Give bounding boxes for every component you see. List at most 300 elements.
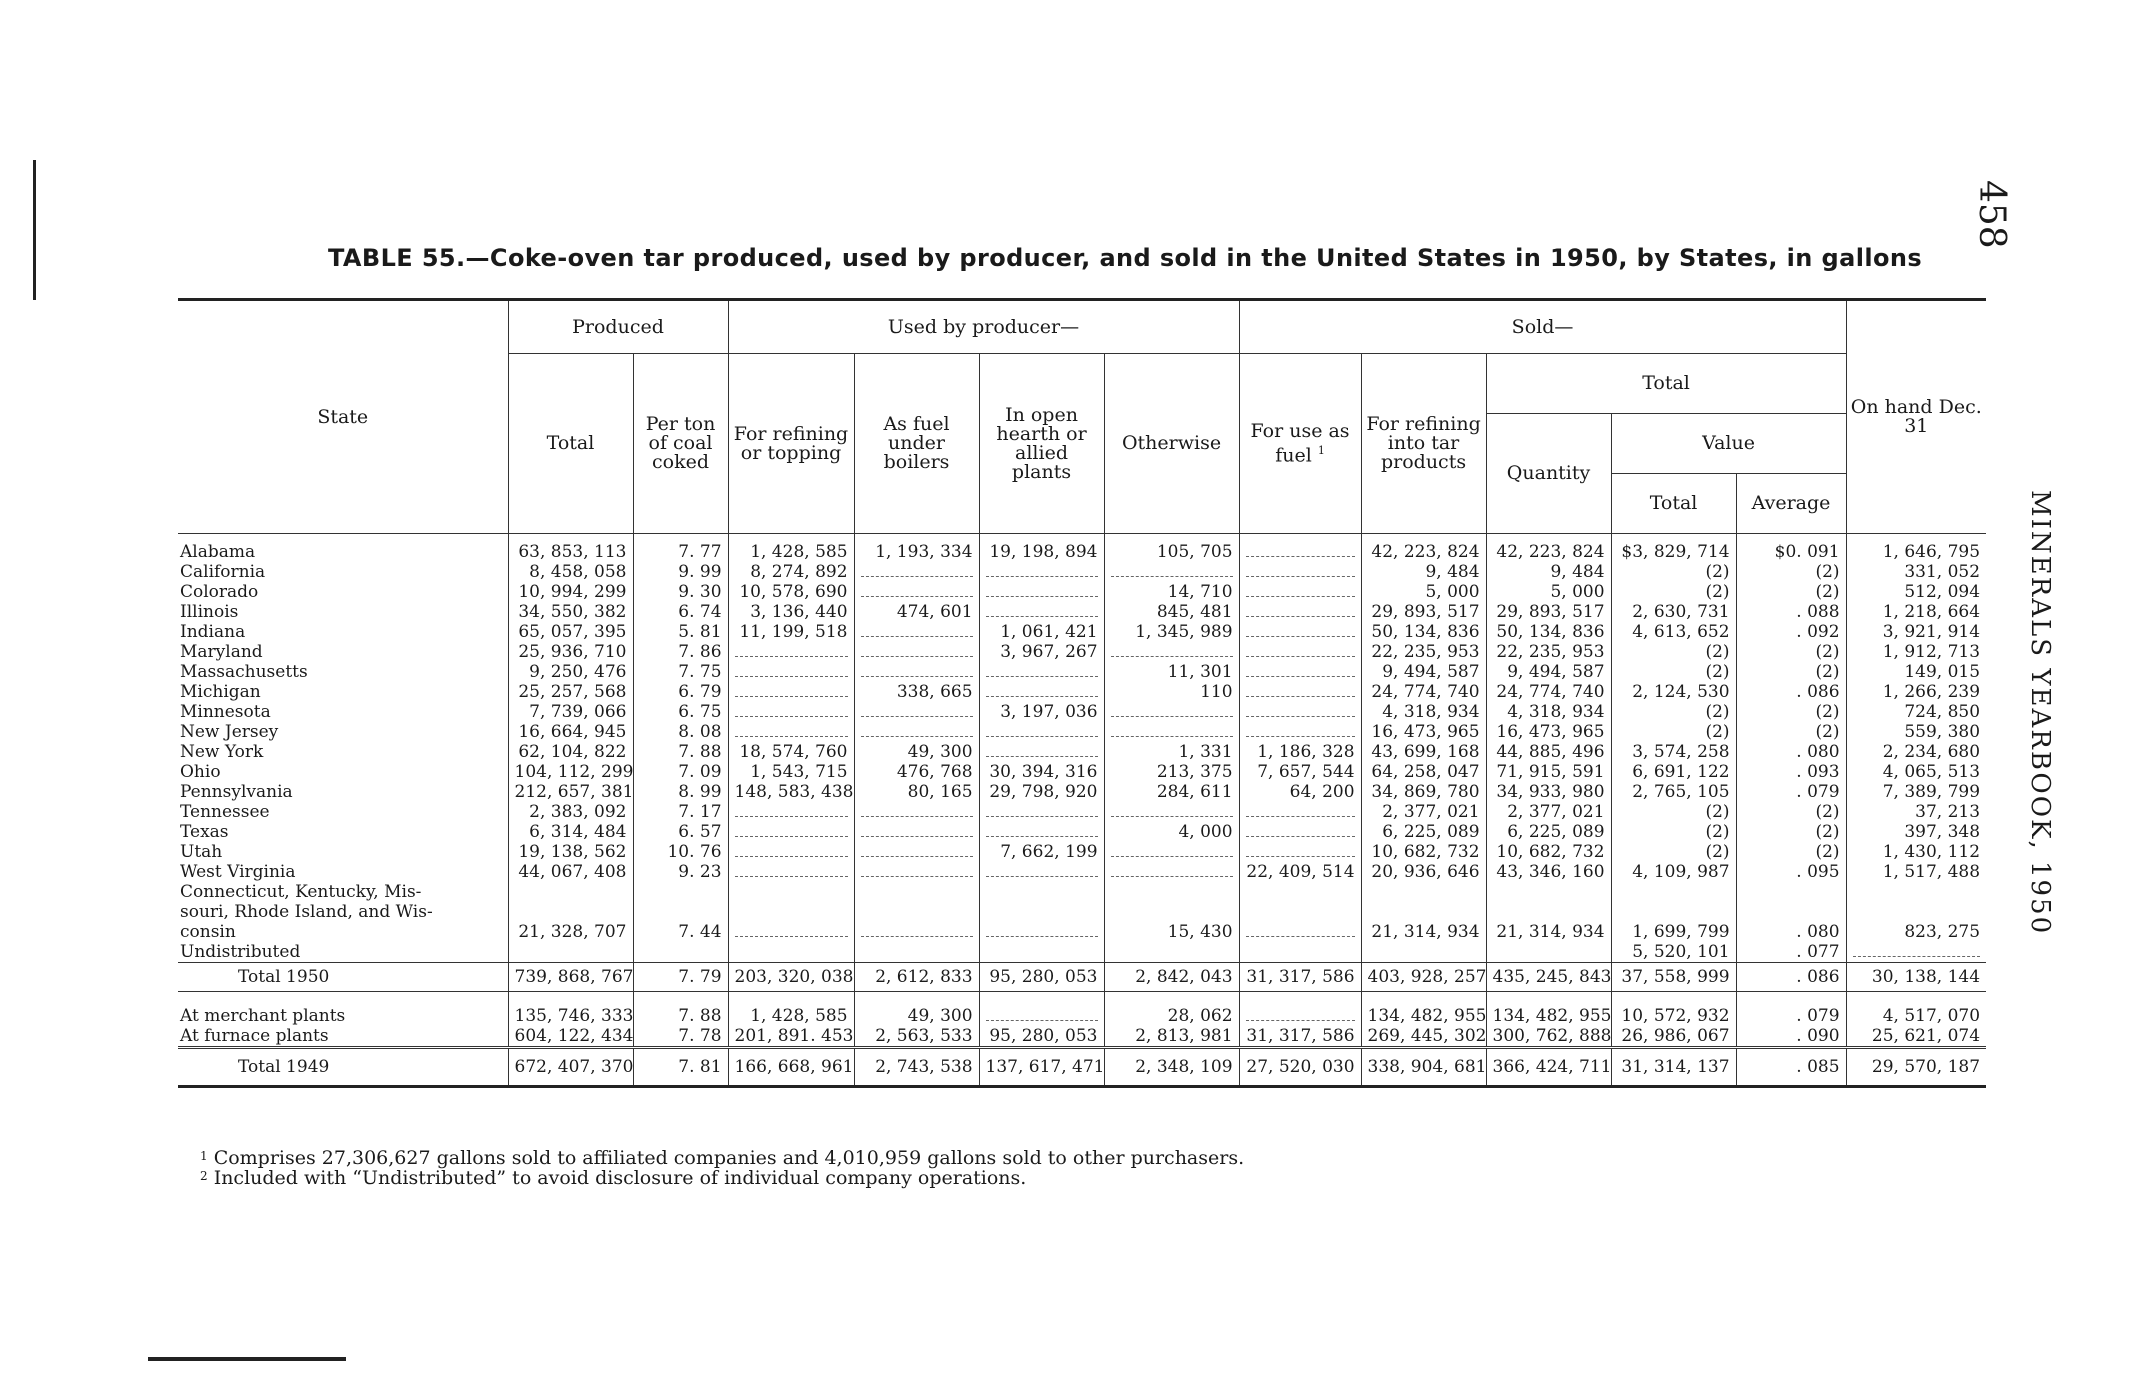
cell-on-hand: 25, 621, 074 (1846, 1026, 1986, 1048)
spacer-cell (979, 992, 1104, 1007)
cell-open-hearth: 137, 617, 471 (979, 1048, 1104, 1087)
cell-refining: 10, 578, 690 (728, 582, 854, 602)
cell-sold-refining: 16, 473, 965 (1361, 722, 1486, 742)
leader-dashes (1246, 565, 1355, 577)
cell-value-avg: (2) (1736, 562, 1846, 582)
cell-sold-fuel (1239, 902, 1361, 922)
cell-otherwise: 14, 710 (1104, 582, 1239, 602)
cell-per-ton: 10. 76 (633, 842, 728, 862)
cell-per-ton: 7. 17 (633, 802, 728, 822)
cell-on-hand: 29, 570, 187 (1846, 1048, 1986, 1087)
cell-per-ton: 7. 09 (633, 762, 728, 782)
cell-value-total: 31, 314, 137 (1611, 1048, 1736, 1087)
table-row (178, 822, 1986, 842)
leader-dashes (861, 725, 973, 737)
cell-otherwise: 2, 348, 109 (1104, 1048, 1239, 1087)
table-row (178, 1048, 1986, 1087)
leader-dashes (1246, 1009, 1355, 1021)
cell-sold-fuel: 64, 200 (1239, 782, 1361, 802)
cell-total: 604, 122, 434 (508, 1026, 633, 1048)
cell-quantity: 5, 000 (1486, 582, 1611, 602)
cell-sold-fuel (1239, 822, 1361, 842)
cell-sold-refining: 4, 318, 934 (1361, 702, 1486, 722)
leader-dashes (735, 725, 848, 737)
cell-on-hand: 1, 517, 488 (1846, 862, 1986, 882)
cell-state: Maryland (180, 642, 263, 662)
cell-sold-fuel (1239, 922, 1361, 942)
header-sold: Sold— (1239, 300, 1846, 354)
leader-dashes (1246, 725, 1355, 737)
header-value: Value (1611, 414, 1846, 474)
cell-on-hand (1846, 942, 1986, 963)
cell-state: Tennessee (180, 802, 270, 822)
cell-refining: 1, 543, 715 (728, 762, 854, 782)
cell-value-total: (2) (1611, 642, 1736, 662)
cell-total: 34, 550, 382 (508, 602, 633, 622)
cell-otherwise: 15, 430 (1104, 922, 1239, 942)
cell-refining: 166, 668, 961 (728, 1048, 854, 1087)
cell-sold-fuel (1239, 562, 1361, 582)
header-used-by-producer: Used by producer— (728, 300, 1239, 354)
cell-open-hearth (979, 802, 1104, 822)
cell-sold-fuel (1239, 622, 1361, 642)
leader-dashes (1246, 705, 1355, 717)
cell-on-hand: 1, 218, 664 (1846, 602, 1986, 622)
cell-total: 212, 657, 381 (508, 782, 633, 802)
cell-sold-fuel (1239, 642, 1361, 662)
cell-sold-refining: 21, 314, 934 (1361, 922, 1486, 942)
cell-state: New Jersey (180, 722, 279, 742)
cell-refining: 11, 199, 518 (728, 622, 854, 642)
cell-sold-refining: 6, 225, 089 (1361, 822, 1486, 842)
leader-dashes (986, 805, 1098, 817)
cell-refining: 148, 583, 438 (728, 782, 854, 802)
table-row (178, 642, 1986, 662)
leader-dashes (861, 805, 973, 817)
cell-sold-refining: 24, 774, 740 (1361, 682, 1486, 702)
cell-value-avg: (2) (1736, 642, 1846, 662)
footnote-1 (200, 1148, 1244, 1168)
cell-refining (728, 862, 854, 882)
table-row (178, 882, 1986, 902)
leader-dashes (735, 645, 848, 657)
spacer-cell (1486, 992, 1611, 1007)
spacer-cell (1846, 992, 1986, 1007)
cell-total: 21, 328, 707 (508, 922, 633, 942)
cell-value-total: (2) (1611, 702, 1736, 722)
cell-state: Minnesota (180, 702, 271, 722)
cell-total: 63, 853, 113 (508, 534, 633, 563)
cell-total: 7, 739, 066 (508, 702, 633, 722)
cell-otherwise (1104, 902, 1239, 922)
cell-quantity: 29, 893, 517 (1486, 602, 1611, 622)
cell-refining (728, 722, 854, 742)
leader-dashes (1246, 645, 1355, 657)
cell-value-total: 4, 109, 987 (1611, 862, 1736, 882)
cell-per-ton: 9. 30 (633, 582, 728, 602)
cell-value-total: 2, 765, 105 (1611, 782, 1736, 802)
cell-quantity: 71, 915, 591 (1486, 762, 1611, 782)
leader-dashes (986, 585, 1098, 597)
cell-state: At furnace plants (180, 1026, 329, 1046)
cell-sold-refining: 34, 869, 780 (1361, 782, 1486, 802)
cell-value-avg: (2) (1736, 842, 1846, 862)
leader-dashes (861, 845, 973, 857)
leader-dashes (986, 725, 1098, 737)
spacer-cell (728, 992, 854, 1007)
cell-open-hearth (979, 682, 1104, 702)
cell-value-avg: . 093 (1736, 762, 1846, 782)
cell-quantity: 300, 762, 888 (1486, 1026, 1611, 1048)
cell-otherwise (1104, 862, 1239, 882)
cell-otherwise: 11, 301 (1104, 662, 1239, 682)
table-row (178, 762, 1986, 782)
table-row (178, 1006, 1986, 1026)
cell-open-hearth: 3, 197, 036 (979, 702, 1104, 722)
cell-per-ton: 6. 79 (633, 682, 728, 702)
cell-quantity: 9, 494, 587 (1486, 662, 1611, 682)
cell-otherwise: 4, 000 (1104, 822, 1239, 842)
leader-dashes (1111, 645, 1233, 657)
cell-refining (728, 842, 854, 862)
cell-quantity: 6, 225, 089 (1486, 822, 1611, 842)
cell-otherwise: 110 (1104, 682, 1239, 702)
cell-open-hearth (979, 862, 1104, 882)
cell-state: New York (180, 742, 264, 762)
running-head: MINERALS YEARBOOK, 1950 (2025, 490, 2055, 936)
header-otherwise: Otherwise (1104, 354, 1239, 534)
cell-quantity: 16, 473, 965 (1486, 722, 1611, 742)
cell-per-ton: 8. 08 (633, 722, 728, 742)
cell-fuel-boilers: 49, 300 (854, 742, 979, 762)
leader-dashes (1111, 845, 1233, 857)
cell-otherwise (1104, 802, 1239, 822)
cell-state: California (180, 562, 266, 582)
spacer-cell (1361, 992, 1486, 1007)
cell-per-ton: 7. 86 (633, 642, 728, 662)
cell-state: Utah (180, 842, 223, 862)
cell-state: consin (180, 922, 236, 942)
cell-refining: 201, 891. 453 (728, 1026, 854, 1048)
table-row (178, 963, 1986, 992)
cell-state: At merchant plants (180, 1006, 346, 1026)
cell-on-hand: 331, 052 (1846, 562, 1986, 582)
cell-open-hearth (979, 1006, 1104, 1026)
leader-dashes (735, 925, 848, 937)
cell-quantity (1486, 942, 1611, 963)
cell-sold-fuel (1239, 682, 1361, 702)
cell-sold-refining: 9, 484 (1361, 562, 1486, 582)
cell-on-hand: 149, 015 (1846, 662, 1986, 682)
cell-value-avg: . 085 (1736, 1048, 1846, 1087)
cell-per-ton (633, 942, 728, 963)
header-produced: Produced (508, 300, 728, 354)
cell-value-total: 1, 699, 799 (1611, 922, 1736, 942)
cell-value-avg: $0. 091 (1736, 534, 1846, 563)
leader-dashes (986, 565, 1098, 577)
cell-total: 44, 067, 408 (508, 862, 633, 882)
cell-value-avg: (2) (1736, 702, 1846, 722)
cell-on-hand: 2, 234, 680 (1846, 742, 1986, 762)
leader-dashes (1246, 925, 1355, 937)
cell-fuel-boilers (854, 582, 979, 602)
table-row (178, 602, 1986, 622)
cell-value-total: (2) (1611, 802, 1736, 822)
cell-sold-refining: 10, 682, 732 (1361, 842, 1486, 862)
cell-value-avg: . 086 (1736, 682, 1846, 702)
table-row (178, 562, 1986, 582)
leader-dashes (1246, 805, 1355, 817)
cell-fuel-boilers: 338, 665 (854, 682, 979, 702)
cell-refining: 203, 320, 038 (728, 963, 854, 992)
table-row (178, 842, 1986, 862)
cell-fuel-boilers: 80, 165 (854, 782, 979, 802)
cell-open-hearth: 30, 394, 316 (979, 762, 1104, 782)
cell-open-hearth: 3, 967, 267 (979, 642, 1104, 662)
cell-per-ton: 8. 99 (633, 782, 728, 802)
cell-sold-refining: 22, 235, 953 (1361, 642, 1486, 662)
cell-sold-refining: 403, 928, 257 (1361, 963, 1486, 992)
leader-dashes (986, 605, 1098, 617)
cell-on-hand: 1, 266, 239 (1846, 682, 1986, 702)
cell-value-avg: . 086 (1736, 963, 1846, 992)
cell-otherwise (1104, 722, 1239, 742)
cell-on-hand: 559, 380 (1846, 722, 1986, 742)
header-as-fuel: As fuel under boilers (854, 354, 979, 534)
table-title: TABLE 55.—Coke-oven tar produced, used by producer, and sold in the United States in 1950, by States, in gallons (328, 244, 1923, 272)
cell-sold-fuel (1239, 582, 1361, 602)
leader-dashes (861, 645, 973, 657)
cell-quantity: 21, 314, 934 (1486, 922, 1611, 942)
cell-refining: 1, 428, 585 (728, 534, 854, 563)
cell-value-total: 3, 574, 258 (1611, 742, 1736, 762)
cell-open-hearth (979, 882, 1104, 902)
cell-open-hearth: 19, 198, 894 (979, 534, 1104, 563)
cell-fuel-boilers (854, 882, 979, 902)
cell-fuel-boilers (854, 662, 979, 682)
cell-on-hand: 724, 850 (1846, 702, 1986, 722)
spacer-cell (1239, 992, 1361, 1007)
footnote-2 (200, 1168, 1244, 1188)
cell-value-total: (2) (1611, 842, 1736, 862)
cell-otherwise (1104, 642, 1239, 662)
cell-state: Indiana (180, 622, 246, 642)
table-row (178, 682, 1986, 702)
cell-per-ton: 7. 78 (633, 1026, 728, 1048)
cell-value-avg: (2) (1736, 722, 1846, 742)
footnote-2-text: Included with “Undistributed” to avoid disclosure of individual company operations. (213, 1167, 1027, 1189)
cell-state: Alabama (180, 542, 256, 562)
cell-total: 9, 250, 476 (508, 662, 633, 682)
cell-on-hand: 30, 138, 144 (1846, 963, 1986, 992)
cell-quantity: 366, 424, 711 (1486, 1048, 1611, 1087)
cell-open-hearth: 95, 280, 053 (979, 1026, 1104, 1048)
header-on-hand: On hand Dec. 31 (1846, 300, 1986, 534)
header-produced-total: Total (508, 354, 633, 534)
cell-open-hearth (979, 582, 1104, 602)
cell-value-total: (2) (1611, 822, 1736, 842)
cell-value-total (1611, 902, 1736, 922)
cell-quantity: 50, 134, 836 (1486, 622, 1611, 642)
leader-dashes (861, 865, 973, 877)
cell-fuel-boilers (854, 942, 979, 963)
header-for-use-as-fuel-label: For use as fuel (1250, 419, 1350, 467)
cell-value-avg: . 090 (1736, 1026, 1846, 1048)
cell-per-ton: 7. 88 (633, 742, 728, 762)
cell-value-total: 4, 613, 652 (1611, 622, 1736, 642)
cell-open-hearth (979, 902, 1104, 922)
footnote-2-mark: 2 (200, 1169, 208, 1183)
cell-quantity: 44, 885, 496 (1486, 742, 1611, 762)
table-row (178, 742, 1986, 762)
spacer-cell (854, 992, 979, 1007)
cell-value-avg: . 080 (1736, 922, 1846, 942)
header-quantity: Quantity (1486, 414, 1611, 534)
cell-sold-refining: 20, 936, 646 (1361, 862, 1486, 882)
leader-dashes (1853, 945, 1981, 957)
header-sold-total: Total (1486, 354, 1846, 414)
cell-value-total: 6, 691, 122 (1611, 762, 1736, 782)
cell-quantity: 43, 346, 160 (1486, 862, 1611, 882)
cell-total (508, 902, 633, 922)
cell-sold-fuel: 27, 520, 030 (1239, 1048, 1361, 1087)
cell-refining (728, 942, 854, 963)
cell-fuel-boilers (854, 862, 979, 882)
spacer-cell (633, 992, 728, 1007)
cell-value-total: 5, 520, 101 (1611, 942, 1736, 963)
cell-otherwise: 1, 331 (1104, 742, 1239, 762)
cell-quantity (1486, 882, 1611, 902)
cell-sold-fuel (1239, 882, 1361, 902)
cell-on-hand: 4, 065, 513 (1846, 762, 1986, 782)
cell-refining (728, 682, 854, 702)
cell-value-total: (2) (1611, 662, 1736, 682)
header-value-total: Total (1611, 474, 1736, 534)
table-row (178, 862, 1986, 882)
cell-value-avg: . 079 (1736, 782, 1846, 802)
spacer-cell (1736, 992, 1846, 1007)
cell-sold-refining: 9, 494, 587 (1361, 662, 1486, 682)
cell-fuel-boilers: 2, 743, 538 (854, 1048, 979, 1087)
table-row (178, 942, 1986, 963)
cell-fuel-boilers (854, 822, 979, 842)
cell-per-ton: 6. 57 (633, 822, 728, 842)
cell-sold-fuel: 31, 317, 586 (1239, 963, 1361, 992)
table-row (178, 782, 1986, 802)
cell-value-total: 26, 986, 067 (1611, 1026, 1736, 1048)
cell-on-hand: 1, 912, 713 (1846, 642, 1986, 662)
footnote-1-text: Comprises 27,306,627 gallons sold to affiliated companies and 4,010,959 gallons sold to other purchasers. (213, 1147, 1245, 1169)
cell-value-total: (2) (1611, 582, 1736, 602)
table-body (178, 534, 1986, 1087)
cell-sold-fuel (1239, 1006, 1361, 1026)
cell-refining: 8, 274, 892 (728, 562, 854, 582)
cell-fuel-boilers (854, 802, 979, 822)
leader-dashes (986, 685, 1098, 697)
cell-sold-fuel (1239, 534, 1361, 563)
cell-total: 25, 257, 568 (508, 682, 633, 702)
cell-open-hearth: 1, 061, 421 (979, 622, 1104, 642)
cell-value-avg: (2) (1736, 582, 1846, 602)
cell-sold-fuel: 22, 409, 514 (1239, 862, 1361, 882)
cell-state: West Virginia (180, 862, 296, 882)
cell-open-hearth (979, 922, 1104, 942)
leader-dashes (1111, 705, 1233, 717)
cell-open-hearth (979, 722, 1104, 742)
cell-fuel-boilers (854, 702, 979, 722)
cell-sold-refining: 269, 445, 302 (1361, 1026, 1486, 1048)
leader-dashes (861, 625, 973, 637)
cell-on-hand: 3, 921, 914 (1846, 622, 1986, 642)
cell-sold-fuel (1239, 662, 1361, 682)
cell-refining: 1, 428, 585 (728, 1006, 854, 1026)
leader-dashes (735, 705, 848, 717)
cell-sold-refining: 134, 482, 955 (1361, 1006, 1486, 1026)
cell-otherwise (1104, 842, 1239, 862)
leader-dashes (735, 825, 848, 837)
spacer-cell (178, 992, 508, 1007)
cell-state: Michigan (180, 682, 261, 702)
cell-refining (728, 642, 854, 662)
table-row (178, 622, 1986, 642)
cell-value-avg: (2) (1736, 802, 1846, 822)
table-row (178, 922, 1986, 942)
cell-total: 25, 936, 710 (508, 642, 633, 662)
leader-dashes (986, 865, 1098, 877)
cell-value-total: $3, 829, 714 (1611, 534, 1736, 563)
cell-otherwise: 105, 705 (1104, 534, 1239, 563)
leader-dashes (861, 925, 973, 937)
cell-quantity (1486, 902, 1611, 922)
table-row (178, 582, 1986, 602)
table-container (178, 298, 1986, 1088)
leader-dashes (861, 705, 973, 717)
cell-state: Massachusetts (180, 662, 308, 682)
cell-per-ton (633, 902, 728, 922)
cell-value-avg: . 092 (1736, 622, 1846, 642)
cell-value-total: 37, 558, 999 (1611, 963, 1736, 992)
cell-per-ton: 6. 75 (633, 702, 728, 722)
cell-open-hearth (979, 562, 1104, 582)
bottom-rule (148, 1357, 346, 1361)
cell-value-total: (2) (1611, 562, 1736, 582)
leader-dashes (1246, 625, 1355, 637)
cell-sold-fuel (1239, 722, 1361, 742)
leader-dashes (1246, 665, 1355, 677)
header-for-use-as-fuel (1239, 354, 1361, 534)
spacer-cell (1104, 992, 1239, 1007)
leader-dashes (735, 665, 848, 677)
cell-sold-fuel (1239, 802, 1361, 822)
cell-per-ton: 6. 74 (633, 602, 728, 622)
cell-value-avg: (2) (1736, 662, 1846, 682)
cell-sold-refining: 50, 134, 836 (1361, 622, 1486, 642)
leader-dashes (1246, 845, 1355, 857)
leader-dashes (861, 825, 973, 837)
cell-state: Ohio (180, 762, 221, 782)
table-row (178, 662, 1986, 682)
cell-state: Pennsylvania (180, 782, 293, 802)
cell-total: 135, 746, 333 (508, 1006, 633, 1026)
cell-otherwise: 213, 375 (1104, 762, 1239, 782)
leader-dashes (861, 665, 973, 677)
cell-quantity: 22, 235, 953 (1486, 642, 1611, 662)
cell-sold-fuel (1239, 942, 1361, 963)
leader-dashes (735, 685, 848, 697)
tar-table (178, 298, 1986, 1088)
cell-total: 672, 407, 370 (508, 1048, 633, 1087)
cell-open-hearth (979, 602, 1104, 622)
